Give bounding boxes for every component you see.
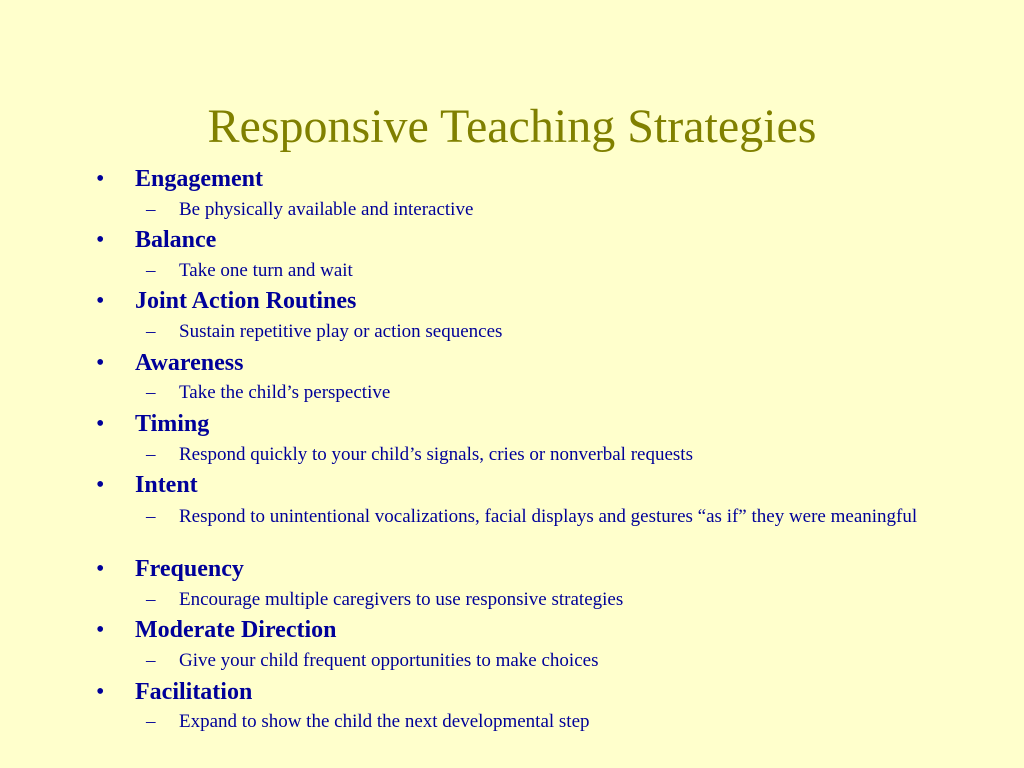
bullet-icon: • <box>96 679 105 705</box>
strategy-heading: Timing <box>135 411 210 437</box>
list-item <box>0 409 1024 439</box>
bullet-icon: • <box>96 617 105 643</box>
strategy-heading: Joint Action Routines <box>135 288 357 314</box>
list-item <box>0 677 1024 707</box>
strategy-detail: Sustain repetitive play or action sequences <box>179 321 503 342</box>
list-item <box>0 225 1024 255</box>
strategy-detail: Respond to unintentional vocalizations, facial displays and gestures “as if” they were meaningful <box>179 506 918 527</box>
dash-icon: – <box>146 260 156 281</box>
strategy-heading: Facilitation <box>135 679 253 705</box>
strategy-detail: Expand to show the child the next developmental step <box>179 711 590 732</box>
strategy-heading: Intent <box>135 472 198 498</box>
list-item <box>0 286 1024 316</box>
list-item <box>0 348 1024 378</box>
bullet-icon: • <box>96 288 105 314</box>
dash-icon: – <box>146 382 156 403</box>
strategy-heading: Awareness <box>135 350 244 376</box>
bullet-icon: • <box>96 350 105 376</box>
dash-icon: – <box>146 199 156 220</box>
bullet-icon: • <box>96 556 105 582</box>
strategy-heading: Engagement <box>135 166 263 192</box>
dash-icon: – <box>146 711 156 732</box>
dash-icon: – <box>146 650 156 671</box>
slide-title: Responsive Teaching Strategies <box>207 100 817 153</box>
strategy-detail: Encourage multiple caregivers to use responsive strategies <box>179 589 624 610</box>
bullet-icon: • <box>96 227 105 253</box>
bullet-icon: • <box>96 411 105 437</box>
dash-icon: – <box>146 506 156 527</box>
strategy-heading: Moderate Direction <box>135 617 337 643</box>
strategy-detail: Respond quickly to your child’s signals, cries or nonverbal requests <box>179 444 693 465</box>
strategy-detail: Be physically available and interactive <box>179 199 474 220</box>
strategy-heading: Balance <box>135 227 217 253</box>
list-item <box>0 470 1024 500</box>
strategy-heading: Frequency <box>135 556 244 582</box>
bullet-icon: • <box>96 166 105 192</box>
strategy-detail: Take one turn and wait <box>179 260 353 281</box>
dash-icon: – <box>146 589 156 610</box>
strategy-detail: Take the child’s perspective <box>179 382 391 403</box>
bullet-icon: • <box>96 472 105 498</box>
dash-icon: – <box>146 444 156 465</box>
dash-icon: – <box>146 321 156 342</box>
list-item <box>0 554 1024 584</box>
list-item <box>0 164 1024 194</box>
strategy-detail: Give your child frequent opportunities to make choices <box>179 650 599 671</box>
list-item <box>0 615 1024 645</box>
